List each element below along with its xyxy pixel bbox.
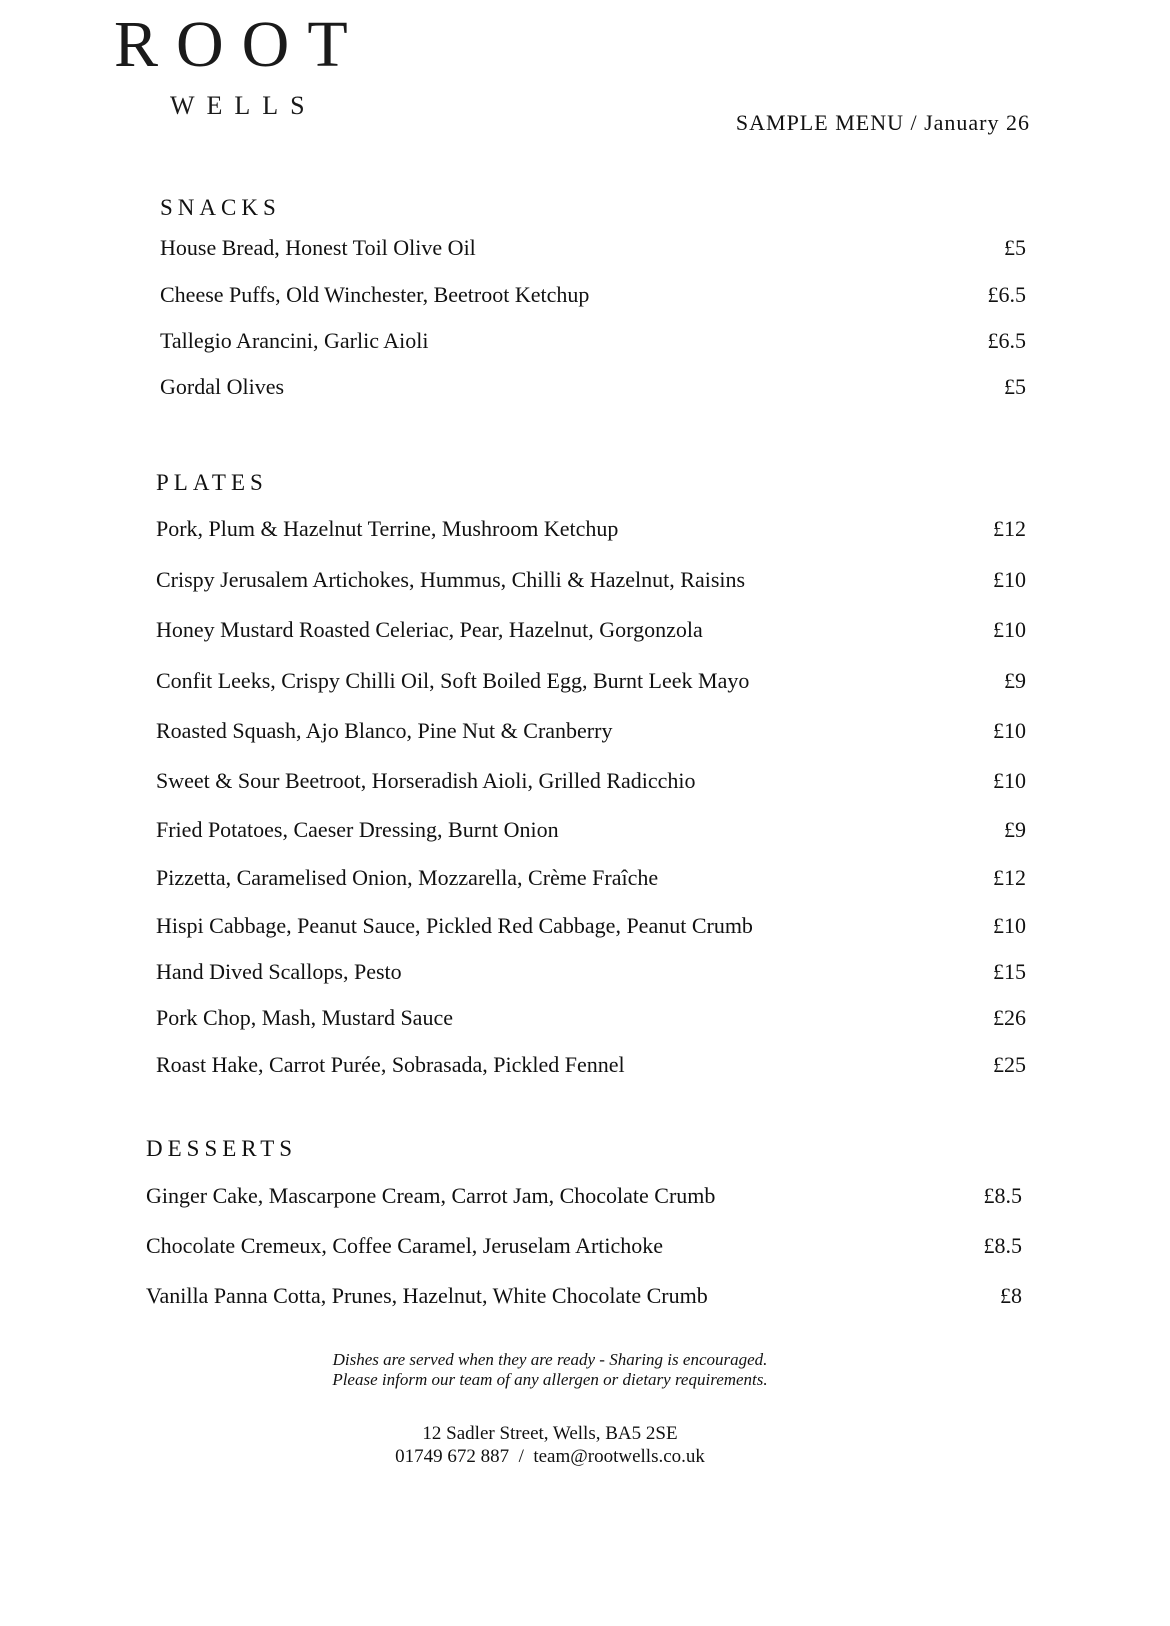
menu-item [156,514,1026,544]
item-price: £12 [993,516,1026,541]
item-price: £10 [993,718,1026,743]
item-name: Chocolate Cremeux, Coffee Caramel, Jeruselam Artichoke [146,1233,664,1258]
item-name: Confit Leeks, Crispy Chilli Oil, Soft Boiled Egg, Burnt Leek Mayo [156,668,750,693]
menu-item [156,863,1026,893]
item-name: Honey Mustard Roasted Celeriac, Pear, Hazelnut, Gorgonzola [156,617,703,642]
logo-wordmark: ROOT [114,8,366,81]
section-title-plates: PLATES [156,470,268,495]
service-note-line2: Please inform our team of any allergen or dietary requirements. [332,1370,768,1389]
item-price: £9 [1004,668,1026,693]
item-name: Ginger Cake, Mascarpone Cream, Carrot Jam, Chocolate Crumb [146,1183,716,1208]
menu-item [156,766,1026,796]
item-name: Tallegio Arancini, Garlic Aioli [160,328,429,353]
section-title-desserts: DESSERTS [146,1136,298,1161]
item-price: £8 [1000,1283,1022,1308]
item-price: £10 [993,913,1026,938]
service-note-line1: Dishes are served when they are ready - Sharing is encouraged. [332,1350,768,1369]
menu-item [156,957,1026,987]
item-price: £8.5 [983,1233,1022,1258]
menu-item [156,565,1026,595]
item-name: Sweet & Sour Beetroot, Horseradish Aioli, Grilled Radicchio [156,768,696,793]
menu-item [146,1181,1022,1211]
logo-subtitle: WELLS [170,91,317,120]
item-name: Crispy Jerusalem Artichokes, Hummus, Chilli & Hazelnut, Raisins [156,567,746,592]
item-name: Roasted Squash, Ajo Blanco, Pine Nut & Cranberry [156,718,613,743]
item-price: £9 [1004,817,1026,842]
sample-menu-label: SAMPLE MENU / January 26 [735,110,1030,135]
item-name: Cheese Puffs, Old Winchester, Beetroot Ketchup [160,282,590,307]
item-name: Pork, Plum & Hazelnut Terrine, Mushroom Ketchup [156,516,619,541]
address: 12 Sadler Street, Wells, BA5 2SE [422,1423,678,1444]
menu-item [160,233,1026,263]
item-name: Gordal Olives [160,374,285,399]
menu-item [146,1231,1022,1261]
item-price: £26 [993,1005,1026,1030]
menu-item [156,1003,1026,1033]
item-price: £8.5 [983,1183,1022,1208]
menu-item [156,1050,1026,1080]
item-name: Hand Dived Scallops, Pesto [156,959,402,984]
item-price: £15 [993,959,1026,984]
item-price: £10 [993,567,1026,592]
menu-item [156,911,1026,941]
item-name: Pizzetta, Caramelised Onion, Mozzarella, Crème Fraîche [156,865,659,890]
item-name: Roast Hake, Carrot Purée, Sobrasada, Pickled Fennel [156,1052,625,1077]
menu-item [160,372,1026,402]
item-name: Hispi Cabbage, Peanut Sauce, Pickled Red Cabbage, Peanut Crumb [156,913,753,938]
item-price: £6.5 [987,328,1026,353]
menu-item [156,615,1026,645]
item-price: £5 [1004,235,1026,260]
contact-details: 01749 672 887 / team@rootwells.co.uk [395,1446,705,1467]
item-price: £5 [1004,374,1026,399]
item-price: £6.5 [987,282,1026,307]
item-price: £10 [993,617,1026,642]
item-name: Pork Chop, Mash, Mustard Sauce [156,1005,453,1030]
item-price: £10 [993,768,1026,793]
menu-item [156,666,1026,696]
menu-item [160,326,1026,356]
section-title-snacks: SNACKS [160,195,281,220]
menu-item [156,815,1026,845]
menu-item [146,1281,1022,1311]
item-price: £12 [993,865,1026,890]
item-name: House Bread, Honest Toil Olive Oil [160,235,476,260]
item-name: Fried Potatoes, Caeser Dressing, Burnt Onion [156,817,559,842]
menu-item [156,716,1026,746]
menu-item [160,280,1026,310]
item-name: Vanilla Panna Cotta, Prunes, Hazelnut, White Chocolate Crumb [146,1283,708,1308]
item-price: £25 [993,1052,1026,1077]
